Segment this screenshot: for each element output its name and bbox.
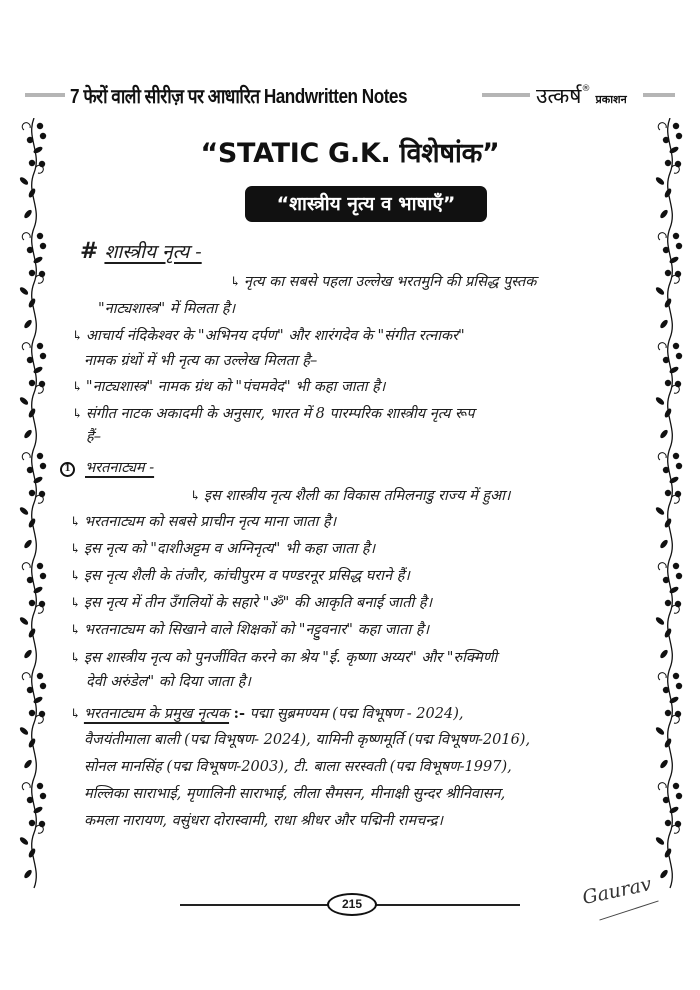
note-line	[84, 810, 443, 830]
note-text: कमला नारायण, वसुंधरा दोरास्वामी, राधा श्रीधर और पद्मिनी रामचन्द्र।	[84, 813, 444, 829]
section-heading	[80, 238, 202, 264]
note-text: "नाट्यशास्त्र" में मिलता है।	[98, 301, 236, 317]
brand-name: उत्कर्ष	[536, 84, 582, 108]
bullet-arrow-icon: ↳	[70, 707, 81, 722]
note-line	[70, 565, 410, 585]
floral-vine-border-right-icon	[648, 118, 688, 898]
subsection-heading-text: भरतनाट्यम -	[85, 460, 155, 476]
note-line	[86, 671, 251, 691]
note-text: इस शास्त्रीय नृत्य को पुनर्जीवित करने का श्रेय "ई. कृष्णा अय्यर" और "रुक्मिणी	[83, 650, 498, 666]
bullet-arrow-icon: ↳	[70, 542, 81, 557]
note-line	[72, 376, 385, 396]
note-text: पद्मा सुब्रमण्यम (पद्म विभूषण - 2024),	[249, 706, 464, 722]
note-text: इस शास्त्रीय नृत्य शैली का विकास तमिलनाडु राज्य में हुआ।	[203, 488, 511, 504]
note-text: आचार्य नंदिकेश्वर के "अभिनय दर्पण" और शारंगदेव के "संगीत रत्नाकर"	[85, 328, 465, 344]
subsection-heading	[60, 457, 154, 477]
separator: :-	[233, 705, 246, 722]
note-text: नामक ग्रंथों में भी नृत्य का उल्लेख मिलता है–	[84, 353, 318, 369]
note-text: हैं–	[86, 429, 101, 445]
note-text: इस नृत्य को "दाशीअट्टम व अग्निनृत्य" भी कहा जाता है।	[83, 541, 376, 557]
bullet-arrow-icon: ↳	[70, 651, 81, 666]
circled-number-icon: 1	[60, 462, 75, 477]
topic-banner: “शास्त्रीय नृत्य व भाषाएँ”	[245, 186, 487, 222]
note-line	[70, 538, 375, 558]
section-heading-text: शास्त्रीय नृत्य -	[104, 241, 202, 263]
note-text: संगीत नाटक अकादमी के अनुसार, भारत में 8 पारम्परिक शास्त्रीय नृत्य रूप	[85, 406, 475, 422]
footer-rule-left	[180, 904, 330, 906]
note-line	[84, 783, 505, 803]
registered-mark: ®	[581, 84, 591, 94]
note-line	[70, 592, 432, 612]
bullet-arrow-icon: ↳	[72, 407, 83, 422]
note-line	[86, 426, 101, 446]
bullet-arrow-icon: ↳	[190, 489, 201, 504]
footer-rule-right	[374, 904, 520, 906]
signature: Gaurav	[580, 872, 654, 910]
note-text: नृत्य का सबसे पहला उल्लेख भरतमुनि की प्रसिद्ध पुस्तक	[243, 274, 537, 290]
hash-icon: #	[80, 238, 99, 264]
note-text: भरतनाट्यम को सिखाने वाले शिक्षकों को "नट्टुवनार" कहा जाता है।	[83, 622, 430, 638]
dancers-line	[70, 703, 463, 723]
note-text: "नाट्यशास्त्र" नामक ग्रंथ को "पंचमवेद" भी कहा जाता है।	[85, 379, 386, 395]
note-text: सोनल मानसिंह (पद्म विभूषण-2003), टी. बाला सरस्वती (पद्म विभूषण-1997),	[84, 759, 512, 775]
note-line	[70, 619, 429, 639]
floral-vine-border-left-icon	[12, 118, 52, 898]
bullet-arrow-icon: ↳	[72, 380, 83, 395]
brand-subtitle: प्रकाशन	[595, 93, 627, 106]
page-number: 215	[327, 893, 377, 916]
series-title: 7 फेरों वाली सीरीज़ पर आधारित Handwritten Notes	[70, 86, 408, 108]
bullet-arrow-icon: ↳	[72, 329, 83, 344]
note-line	[84, 350, 317, 370]
bullet-arrow-icon: ↳	[70, 596, 81, 611]
note-line	[230, 271, 536, 291]
note-text: भरतनाट्यम को सबसे प्राचीन नृत्य माना जाता है।	[83, 514, 337, 530]
note-line	[72, 325, 465, 345]
note-line	[70, 647, 497, 667]
note-line	[70, 511, 336, 531]
bullet-arrow-icon: ↳	[230, 275, 241, 290]
page-header	[0, 82, 700, 108]
page-title: “STATIC G.K. विशेषांक”	[200, 138, 500, 169]
bullet-arrow-icon: ↳	[70, 623, 81, 638]
note-line	[84, 756, 512, 776]
header-rule-middle	[482, 93, 530, 97]
header-rule-left	[25, 93, 65, 97]
note-text: मल्लिका साराभाई, मृणालिनी साराभाई, लीला सैमसन, मीनाक्षी सुन्दर श्रीनिवासन,	[84, 786, 506, 802]
note-text: इस नृत्य शैली के तंजौर, कांचीपुरम व पण्डरनूर प्रसिद्ध घराने हैं।	[83, 568, 410, 584]
note-line	[84, 729, 530, 749]
note-line	[98, 298, 235, 318]
bullet-arrow-icon: ↳	[70, 569, 81, 584]
note-line	[72, 403, 475, 423]
note-text: इस नृत्य में तीन उँगलियों के सहारे "ॐ" की आकृति बनाई जाती है।	[83, 595, 433, 611]
publisher-brand	[536, 82, 627, 110]
note-text: देवी अरुंडेल" को दिया जाता है।	[86, 674, 251, 690]
note-text: वैजयंतीमाला बाली (पद्म विभूषण- 2024), यामिनी कृष्णमूर्ति (पद्म विभूषण-2016),	[84, 732, 531, 748]
header-rule-right	[643, 93, 675, 97]
note-line	[190, 485, 510, 505]
bullet-arrow-icon: ↳	[70, 515, 81, 530]
dancers-label: भरतनाट्यम के प्रमुख नृत्यक	[83, 706, 230, 722]
